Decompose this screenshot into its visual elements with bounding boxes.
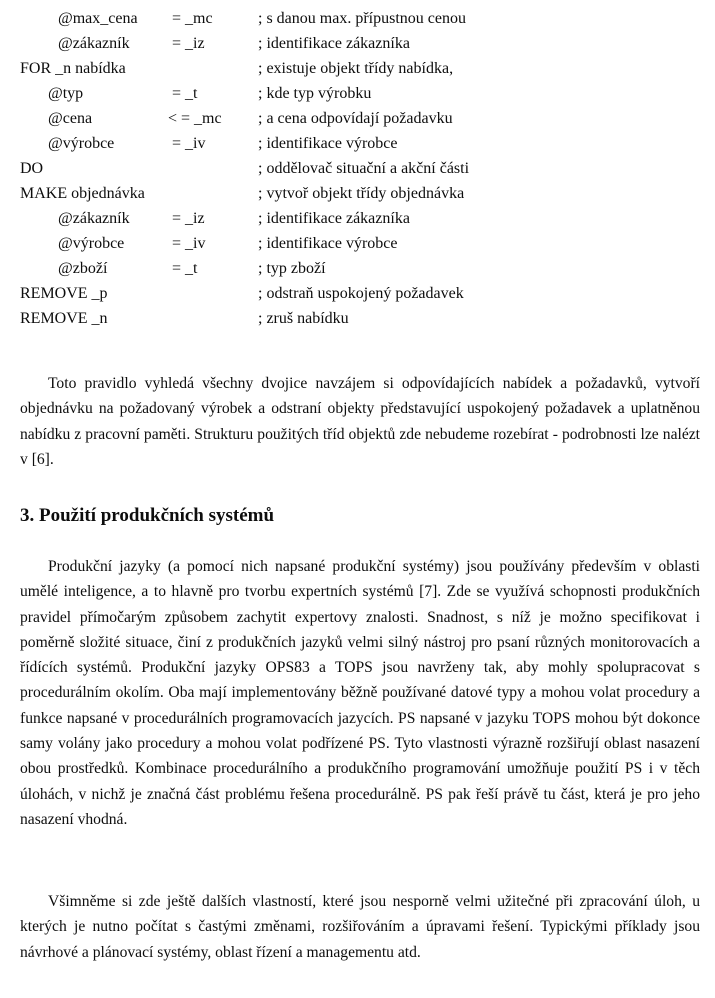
code-binding: < = _mc (168, 110, 222, 127)
code-token: FOR _n nabídka (20, 60, 126, 77)
code-token: MAKE objednávka (20, 185, 145, 202)
code-token: @max_cena (58, 10, 138, 27)
code-comment: ; existuje objekt třídy nabídka, (258, 60, 454, 77)
code-token: REMOVE _p (20, 285, 108, 302)
code-comment: ; vytvoř objekt třídy objednávka (258, 185, 465, 202)
code-comment: ; identifikace zákazníka (258, 35, 410, 52)
code-token: @cena (48, 110, 93, 127)
code-comment: ; identifikace výrobce (258, 135, 398, 152)
code-comment: ; odstraň uspokojený požadavek (258, 285, 464, 302)
paragraph-production-languages: Produkční jazyky (a pomocí nich napsané produkční systémy) jsou používány především v oblasti umělé inteligence, a to hlavně pro tvorbu expertních systémů [7]. Zde se využívá schopnosti produkčních pravidel přímočarým způsobem zachytit expertovy znalosti. Snadnost, s níž je možno specifikovat i poměrně složité situace, činí z produkčních jazyků velmi silný nástroj pro psaní různých monitorovacích a řídících systémů. Produkční jazyky OPS83 a TOPS jsou navrženy tak, aby mohly spolupracovat s procedurálním okolím. Oba mají implementovány běžně používané datové typy a mohou volat procedury a funkce napsané v procedurálních programovacích jazycích. PS napsané v jazyku TOPS mohou být dokonce samy volány jako procedury a mohou volat podřízené PS. Tyto vlastnosti výrazně rozšiřují oblast nasazení obou prostředků. Kombinace procedurálního a produkčního programování umožňuje použití PS i v těch úlohách, v nichž je značná část problému řešena procedurálně. PS pak řeší právě tu část, která je pro jeho nasazení vhodná. (20, 558, 700, 828)
code-binding: = _iz (172, 35, 205, 52)
code-binding: = _iv (172, 135, 206, 152)
section-heading: 3. Použití produkčních systémů (20, 505, 275, 526)
code-token: @typ (48, 85, 84, 102)
code-comment: ; s danou max. přípustnou cenou (258, 10, 466, 27)
paragraph-further-properties: Všimněme si zde ještě dalších vlastností, které jsou nesporně velmi užitečné při zpracování úloh, u kterých je nutno počítat s častými změnami, rozšiřováním a úpravami řešení. Typickými příklady jsou návrhové a plánovací systémy, oblast řízení a managementu atd. (20, 893, 700, 961)
code-comment: ; a cena odpovídají požadavku (258, 110, 453, 127)
code-token: REMOVE _n (20, 310, 108, 327)
code-binding: = _t (172, 85, 198, 102)
code-token: @výrobce (48, 135, 115, 152)
code-comment: ; typ zboží (258, 260, 326, 277)
code-binding: = _mc (172, 10, 213, 27)
code-token: @zboží (58, 260, 108, 277)
code-binding: = _iz (172, 210, 205, 227)
code-comment: ; oddělovač situační a akční části (258, 160, 470, 177)
code-comment: ; identifikace zákazníka (258, 210, 410, 227)
code-binding: = _iv (172, 235, 206, 252)
code-token: @zákazník (58, 35, 130, 52)
code-comment: ; zruš nabídku (258, 310, 349, 327)
code-token: @zákazník (58, 210, 130, 227)
code-token: DO (20, 160, 44, 177)
code-token: @výrobce (58, 235, 125, 252)
code-comment: ; kde typ výrobku (258, 85, 372, 102)
code-comment: ; identifikace výrobce (258, 235, 398, 252)
paragraph-rule-explanation: Toto pravidlo vyhledá všechny dvojice navzájem si odpovídajících nabídek a požadavků, vytvoří objednávku na požadovaný výrobek a odstraní objekty představující uspokojený požadavek a uplatněnou nabídku z pracovní paměti. Strukturu použitých tříd objektů zde nebudeme rozebírat - podrobnosti lze nalézt v [6]. (20, 375, 700, 468)
code-binding: = _t (172, 260, 198, 277)
